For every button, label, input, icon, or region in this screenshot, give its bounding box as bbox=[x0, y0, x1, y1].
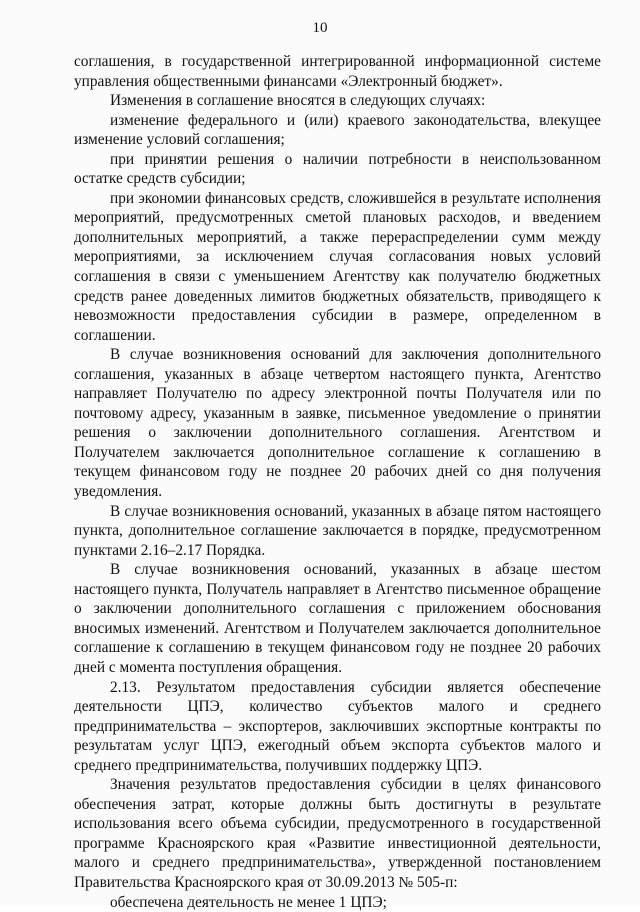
paragraph-8: В случае возникновения оснований, указанных в абзаце шестом настоящего пункта, Получатель направляет в Агентство письменное обращение о заключении дополнительного соглашения с приложением обоснования вносимых изменений. Агентством и Получателем заключается дополнительное соглашение к соглашению в текущем финансовом году не позднее 20 рабочих дней с момента поступления обращения. bbox=[74, 561, 601, 676]
paragraph-9: 2.13. Результатом предоставления субсидии является обеспечение деятельности ЦПЭ, количество субъектов малого и среднего предпринимательства – экспортеров, заключивших экспортные контракты по результатам услуг ЦПЭ, ежегодный объем экспорта субъектов малого и среднего предпринимательства, получивших поддержку ЦПЭ. bbox=[74, 678, 601, 774]
paragraph-3: изменение федерального и (или) краевого законодательства, влекущее изменение условий соглашения; bbox=[74, 111, 601, 149]
paragraph-1: соглашения, в государственной интегрированной информационной системе управления общественными финансами «Электронный бюджет». bbox=[74, 53, 601, 90]
paragraph-4: при принятии решения о наличии потребности в неиспользованном остатке средств субсидии; bbox=[74, 150, 601, 188]
paragraph-6: В случае возникновения оснований для заключения дополнительного соглашения, указанных в абзаце четвертом настоящего пункта, Агентство направляет Получателю по адресу электронной почты Получателя или по почтовому адресу, указанным в заявке, письменное уведомление о принятии решения о заключении дополнительного соглашения. Агентством и Получателем заключается дополнительное соглашение к соглашению в текущем финансовом году не позднее 20 рабочих дней со дня получения уведомления. bbox=[74, 346, 601, 501]
page-number: 10 bbox=[312, 20, 328, 36]
paragraph-10: Значения результатов предоставления субсидии в целях финансового обеспечения затрат, которые должны быть достигнуты в результате использования всего объема субсидии, предусмотренного в государственной программе Красноярского края «Развитие инвестиционной деятельности, малого и среднего предпринимательства», утвержденной постановлением Правительства Красноярского края от 30.09.2013 № 505-п: bbox=[74, 776, 601, 891]
paragraph-11: обеспечена деятельность не менее 1 ЦПЭ; bbox=[110, 893, 387, 911]
paragraph-2: Изменения в соглашение вносятся в следующих случаях: bbox=[110, 92, 486, 110]
paragraph-7: В случае возникновения оснований, указанных в абзаце пятом настоящего пункта, дополнительное соглашение заключается в порядке, предусмотренном пунктами 2.16–2.17 Порядка. bbox=[74, 502, 601, 559]
paragraph-5: при экономии финансовых средств, сложившейся в результате исполнения мероприятий, предусмотренных сметой плановых расходов, и введением дополнительных мероприятий, а также перераспределении сумм между мероприятиями, за исключением случая согласования новых условий соглашения в связи с уменьшением Агентству как получателю бюджетных средств ранее доведенных лимитов бюджетных обязательств, приводящего к невозможности предоставления субсидии в размере, определенном в соглашении. bbox=[74, 189, 601, 344]
document-body bbox=[74, 52, 601, 912]
